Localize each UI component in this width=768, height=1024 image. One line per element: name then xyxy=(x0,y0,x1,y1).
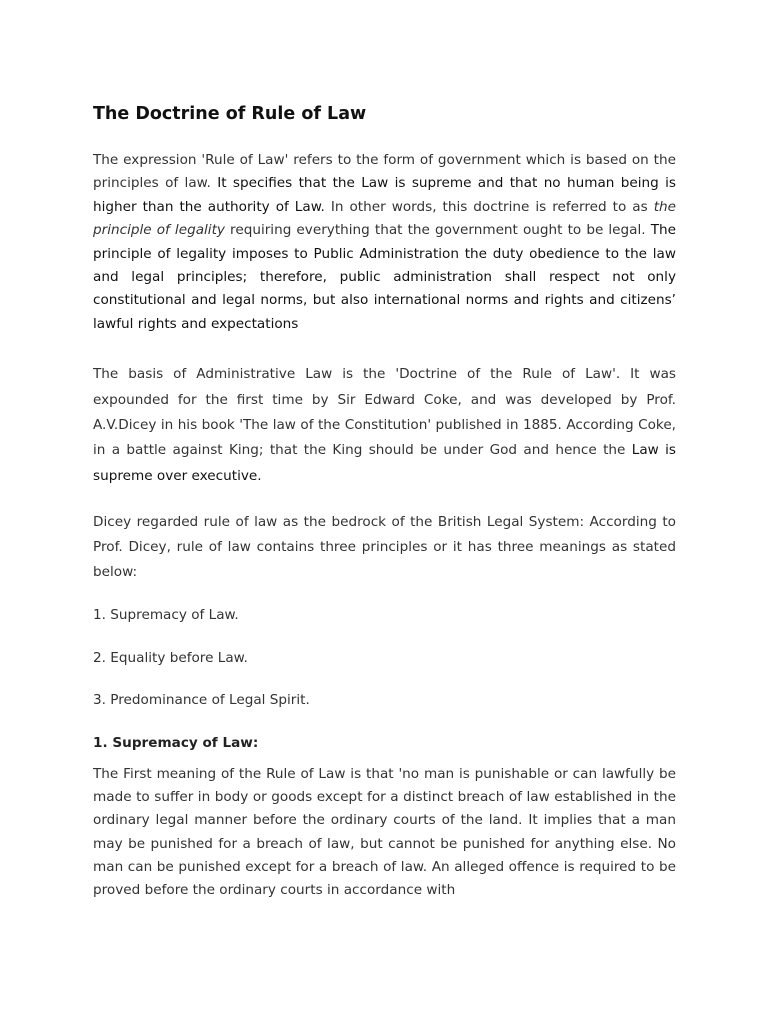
list-item: 3. Predominance of Legal Spirit. xyxy=(93,692,310,709)
paragraph-supremacy-of-law: The First meaning of the Rule of Law is that 'no man is punishable or can lawfully be made to suffer in body or goods except for a distinct breach of law established in the ordinary legal manner before the ordinary courts of the land. It implies that a man may be punished for a breach of law, but cannot be punished for anything else. No man can be punished except for a breach of law. An alleged offence is required to be proved before the ordinary courts in accordance with xyxy=(93,765,676,899)
p2-text-a: The basis of Administrative Law is the 'Doctrine of the Rule of Law'. It was expounded for the first time by Sir Edward Coke, and was developed by Prof. A.V.Dicey in his book 'The law of the Constitution' published in 1885. According Coke, in a battle against King; that the King should be under God and hence the xyxy=(93,366,676,459)
p1-text-c: In other words, this doctrine is referred to as xyxy=(324,198,654,215)
principles-list xyxy=(93,605,676,710)
document-page xyxy=(93,101,676,903)
paragraph-rule-of-law-definition xyxy=(93,149,676,336)
p1-text-f: The principle of legality imposes to Public Administration the duty obedience to the law and legal principles; therefore, public administration shall respect not only constitutional and legal norms, but also international norms and rights and citizens’ lawful rights and expectations xyxy=(93,222,676,332)
p1-text-a: The expression 'Rule of Law' refers to the form of government which is based on the principles of law. xyxy=(93,152,676,192)
p2-text-b: Law is supreme over executive. xyxy=(93,442,676,484)
list-item: 2. Equality before Law. xyxy=(93,649,248,666)
p1-italic-phrase: the principle of legality xyxy=(93,198,676,239)
list-item: 1. Supremacy of Law. xyxy=(93,607,239,624)
paragraph-administrative-law-basis xyxy=(93,362,676,489)
document-title: The Doctrine of Rule of Law xyxy=(93,104,367,124)
p1-text-b: It specifies that the Law is supreme and that no human being is higher than the authority of Law. xyxy=(93,175,677,215)
section-heading-supremacy: 1. Supremacy of Law: xyxy=(93,734,259,751)
paragraph-dicey-principles: Dicey regarded rule of law as the bedrock of the British Legal System: According to Prof. Dicey, rule of law contains three principles or it has three meanings as stated below: xyxy=(93,514,676,581)
p1-text-e: requiring everything that the government ought to be legal. xyxy=(224,222,651,239)
